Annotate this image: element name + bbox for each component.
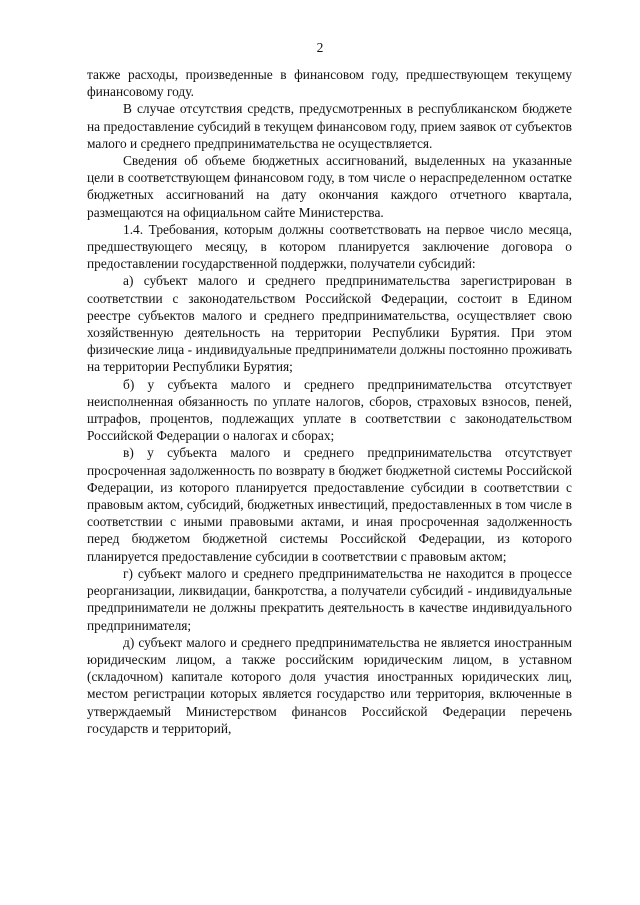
paragraph-budget-info: Сведения об объеме бюджетных ассигнований, выделенных на указанные цели в соответствующем финансовом году, в том числе о нераспределенном остатке бюджетных ассигнований на дату окончания каждого отчетного квартала, размещаются на официальном сайте Министерства. (87, 153, 572, 220)
paragraph-item-a: а) субъект малого и среднего предпринимательства зарегистрирован в соответствии с законодательством Российской Федерации, состоит в Едином реестре субъектов малого и среднего предпринимательства, осуществляет свою хозяйственную деятельность на территории Республики Бурятия. При этом физические лица - индивидуальные предприниматели должны постоянно проживать на территории Республики Бурятия; (87, 273, 572, 375)
page-number: 2 (316, 40, 324, 55)
paragraph-continuation: также расходы, произведенные в финансовом году, предшествующем текущему финансовому году. (87, 67, 572, 100)
paragraph-item-v: в) у субъекта малого и среднего предпринимательства отсутствует просроченная задолженность по возврату в бюджет бюджетной системы Российской Федерации, из которого планируется предоставление субсидии в соответствии с правовым актом, субсидий, бюджетных инвестиций, предоставленных в том числе в соответствии с иными правовыми актами, и иная просроченная задолженность перед бюджетом бюджетной системы Российской Федерации, из которого планируется предоставление субсидии в соответствии с правовым актом; (87, 445, 572, 564)
paragraph-item-d: д) субъект малого и среднего предпринимательства не является иностранным юридическим лицом, а также российским юридическим лицом, в уставном (складочном) капитале которого доля участия иностранных юридических лиц, местом регистрации которых является государство или территория, включенные в утверждаемый Министерством финансов Российской Федерации перечень государств и территорий, (87, 634, 572, 736)
paragraph-item-g: г) субъект малого и среднего предпринимательства не находится в процессе реорганизации, ликвидации, банкротства, а получатели субсидий - индивидуальные предприниматели не должны прекратить деятельность в качестве индивидуального предпринимателя; (87, 565, 572, 633)
document-body (87, 66, 572, 737)
paragraph-no-funds: В случае отсутствия средств, предусмотренных в республиканском бюджете на предоставление субсидий в текущем финансовом году, прием заявок от субъектов малого и среднего предпринимательства не осуществляется. (87, 101, 572, 151)
paragraph-item-b: б) у субъекта малого и среднего предпринимательства отсутствует неисполненная обязанность по уплате налогов, сборов, страховых взносов, пеней, штрафов, процентов, подлежащих уплате в соответствии с законодательством Российской Федерации о налогах и сборах; (87, 376, 572, 444)
paragraph-section-1-4: 1.4. Требования, которым должны соответствовать на первое число месяца, предшествующего месяцу, в котором планируется заключение договора о предоставлении государственной поддержки, получатели субсидий: (87, 221, 572, 272)
